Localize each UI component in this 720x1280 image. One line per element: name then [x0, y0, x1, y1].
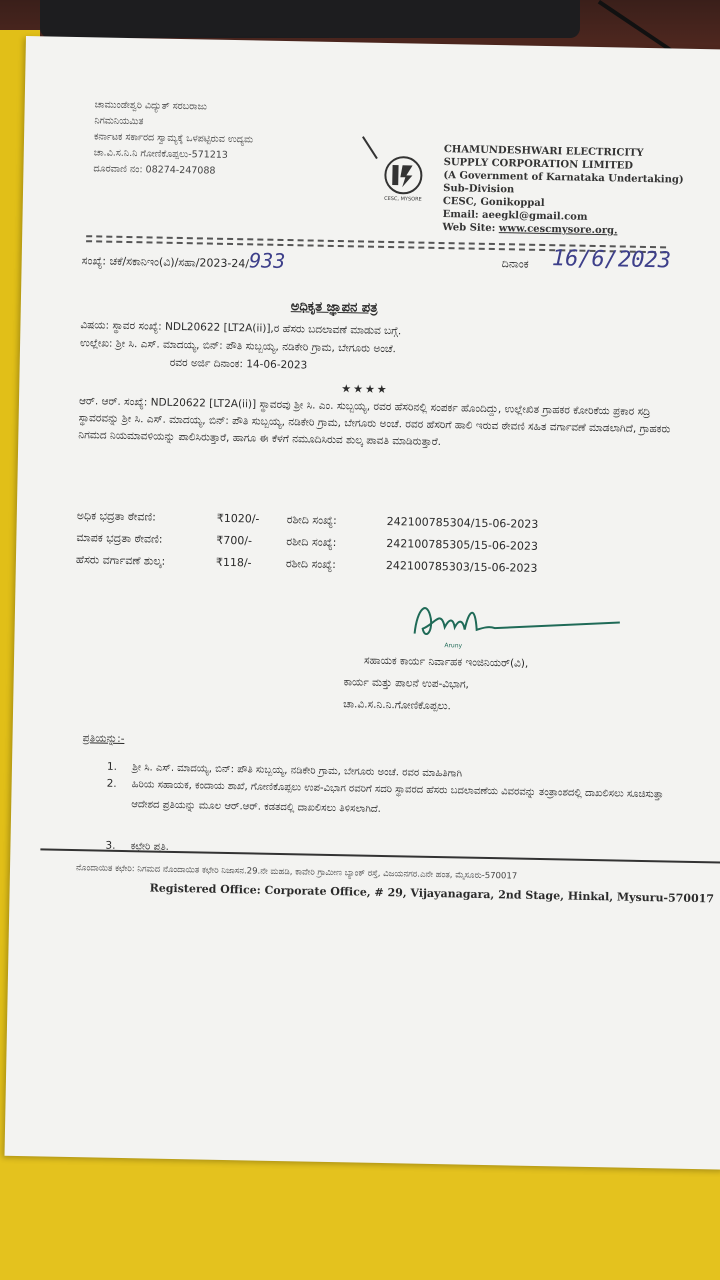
header-en-line-4: Sub-Division [443, 183, 515, 196]
signature [404, 588, 625, 652]
copies-title: ಪ್ರತಿಯನ್ನು:- [82, 732, 125, 746]
signatory-line-3: ಚಾ.ವಿ.ಸ.ನಿ.ನಿ.ಗೋಣಿಕೊಪ್ಪಲು. [343, 698, 452, 713]
header-email: Email: aeegkl@gmail.com [442, 209, 588, 223]
header-en-line-5: CESC, Gonikoppal [442, 196, 545, 209]
header-website: Web Site: www.cescmysore.org. [442, 222, 618, 237]
reference-number: ಸಂಖ್ಯೆ: ಚಕೆ/ಸಕಾನಿಇಂ(ವಿ)/ಸಹಾ/2023-24/933 [81, 248, 286, 274]
footer-kannada: ನೊಂದಾಯಿತ ಕಛೇರಿ: ನಿಗಮದ ನೊಂದಾಯಿತ ಕಛೇರಿ ನಿಜಾಸನ.29.ನೇ ಮಹಡಿ, ಕಾವೇರಿ ಗ್ರಾಮೀಣ ಬ್ಯಾಂಕ್ ರಸ್ತೆ, ವಿಜಯನಗರ.ಎನೇ ಹಂತ, ಮೈಸೂರು-570017 [75, 863, 518, 882]
copy-item-2-num: 2. [106, 777, 117, 790]
header-kn-line-2: ನಿಗಮನಿಯಮಿತ [94, 115, 144, 128]
date-value: 16/6/2023 [551, 246, 672, 274]
svg-text:CESC, MYSORE: CESC, MYSORE [384, 195, 422, 203]
fee-row: ಹೆಸರು ವರ್ಗಾವಣೆ ಶುಲ್ಕ: ₹118/- ರಶೀದಿ ಸಂಖ್ಯೆ: 242100785303/15-06-2023 [75, 553, 538, 575]
reference-line-2: ರವರ ಅರ್ಜಿ ದಿನಾಂಕ: 14-06-2023 [169, 356, 308, 372]
copy-item-3: 3. ಕಛೇರಿ ಪ್ರತಿ. [105, 839, 169, 853]
separator-stars: ★★★★ [341, 382, 389, 397]
header-en-line-3: (A Government of Karnataka Undertaking) [443, 170, 684, 186]
laptop-edge [40, 0, 580, 38]
date-label: ದಿನಾಂಕ [501, 257, 529, 271]
pen-mark [362, 136, 378, 159]
signatory-line-1: ಸಹಾಯಕ ಕಾರ್ಯ ನಿರ್ವಾಹಕ ಇಂಜಿನಿಯರ್(ವಿ), [363, 654, 529, 670]
document-page [4, 36, 720, 1170]
header-kn-line-5: ದೂರವಾಣಿ ನಂ: 08274-247088 [93, 163, 216, 177]
header-en-line-1: CHAMUNDESHWARI ELECTRICITY [443, 144, 644, 159]
fee-row: ಮಾಪಕ ಭದ್ರತಾ ಠೇವಣಿ: ₹700/- ರಶೀದಿ ಸಂಖ್ಯೆ: 242100785305/15-06-2023 [76, 531, 539, 553]
header-kn-line-4: ಚಾ.ವಿ.ಸ.ನಿ.ನಿ ಗೋಣಿಕೊಪ್ಪಲು-571213 [93, 147, 228, 161]
fee-row: ಅಧಿಕ ಭದ್ರತಾ ಠೇವಣಿ: ₹1020/- ರಶೀದಿ ಸಂಖ್ಯೆ: 242100785304/15-06-2023 [76, 509, 539, 531]
header-en-line-2: SUPPLY CORPORATION LIMITED [443, 157, 634, 172]
body-paragraph: ಆರ್. ಆರ್. ಸಂಖ್ಯೆ: NDL20622 [LT2A(ii)] ಸ್ಥಾವರವು ಶ್ರೀ ಸಿ. ಎಂ. ಸುಬ್ಬಯ್ಯ, ರವರ ಹೆಸರಿನಲ್ಲಿ ಸಂಪರ್ಕ ಹೊಂದಿದ್ದು, ಉಲ್ಲೇಖಿತ ಗ್ರಾಹಕರ ಕೋರಿಕೆಯ ಪ್ರಕಾರ ಸದ್ರಿ ಸ್ಥಾವರವನ್ನು ಶ್ರೀ ಸಿ. ಎಸ್. ಮಾದಯ್ಯ, ಬಿನ್: ಪೌತಿ ಸುಬ್ಬಯ್ಯ, ನಡಿಕೇರಿ ಗ್ರಾಮ, ಬೇಗೂರು ಅಂಚೆ. ರವರ ಹೆಸರಿಗೆ ಹಾಲಿ ಇರುವ ಠೇವಣಿ ಸಹಿತ ವರ್ಗಾವಣೆ ಮಾಡಲಾಗಿದೆ, ಗ್ರಾಹಕರು ನಿಗಮದ ನಿಯಮಾವಳಿಯನ್ನು ಪಾಲಿಸಿರುತ್ತಾರೆ, ಹಾಗೂ ಈ ಕೆಳಗೆ ನಮೂದಿಸಿರುವ ಶುಲ್ಕ ಪಾವತಿ ಮಾಡಿರುತ್ತಾರೆ. [78, 395, 671, 449]
cesc-logo [378, 153, 429, 204]
document-title: ಅಧಿಕೃತ ಜ್ಞಾಪನ ಪತ್ರ [290, 299, 378, 316]
footer-english: Registered Office: Corporate Office, # 29, Vijayanagara, 2nd Stage, Hinkal, Mysuru-570017 [149, 881, 715, 906]
footer-divider [40, 848, 720, 863]
copy-item-1: 1. ಶ್ರೀ ಸಿ. ಎಸ್. ಮಾದಯ್ಯ, ಬಿನ್: ಪೌತಿ ಸುಬ್ಬಯ್ಯ, ನಡಿಕೇರಿ ಗ್ರಾಮ, ಬೇಗೂರು ಅಂಚೆ. ರವರ ಮಾಹಿತಿಗಾಗಿ [106, 760, 463, 780]
header-kn-line-3: ಕರ್ನಾಟಕ ಸರ್ಕಾರದ ಸ್ವಾಮ್ಯಕ್ಕೆ ಒಳಪಟ್ಟಿರುವ ಉದ್ಯಮ [93, 131, 254, 146]
copy-item-2-text: ಹಿರಿಯ ಸಹಾಯಕ, ಕಂದಾಯ ಶಾಖೆ, ಗೋಣಿಕೊಪ್ಪಲು ಉಪ-ವಿಭಾಗ ರವರಿಗೆ ಸದರಿ ಸ್ಥಾವರದ ಹೆಸರು ಬದಲಾವಣೆಯ ವಿವರವನ್ನು ತಂತ್ರಾಂಶದಲ್ಲಿ ದಾಖಲಿಸಲು ಸೂಚಿಸುತ್ತಾ ಆದೇಶದ ಪ್ರತಿಯನ್ನು ಮೂಲ ಆರ್.ಆರ್. ಕಡತದಲ್ಲಿ ದಾಖಲಿಸಲು ತಿಳಿಸಲಾಗಿದೆ. [131, 779, 664, 815]
reference-line-1: ಉಲ್ಲೇಖ: ಶ್ರೀ ಸಿ. ಎಸ್. ಮಾದಯ್ಯ, ಬಿನ್: ಪೌತಿ ಸುಬ್ಬಯ್ಯ, ನಡಿಕೇರಿ ಗ್ರಾಮ, ಬೇಗೂರು ಅಂಚೆ. [79, 337, 397, 356]
subject-line: ವಿಷಯ: ಸ್ಥಾವರ ಸಂಖ್ಯೆ: NDL20622 [LT2A(ii)],ರ ಹೆಸರು ಬದಲಾವಣೆ ಮಾಡುವ ಬಗ್ಗೆ. [80, 319, 402, 338]
header-kn-line-1: ಚಾಮುಂಡೇಶ್ವರಿ ವಿದ್ಯುತ್ ಸರಬರಾಜು [94, 99, 208, 113]
signatory-line-2: ಕಾರ್ಯ ಮತ್ತು ಪಾಲನೆ ಉಪ-ವಿಭಾಗ, [343, 676, 470, 691]
svg-text:Aruny: Aruny [444, 642, 463, 650]
